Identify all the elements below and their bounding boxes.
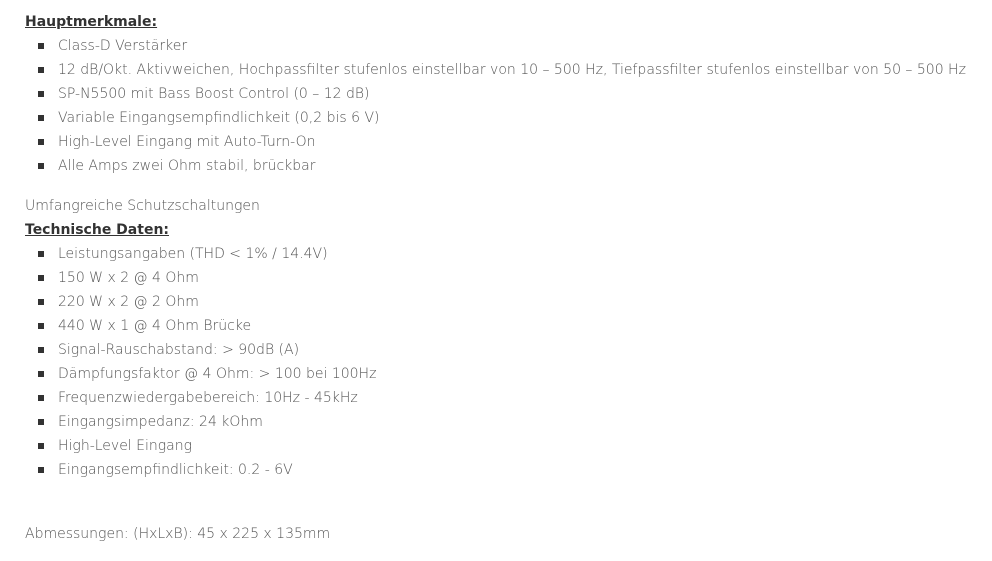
list-item [25, 338, 992, 362]
list-item-text: 440 W x 1 @ 4 Ohm Brücke [58, 318, 252, 334]
square-bullet-icon [38, 91, 44, 97]
square-bullet-icon [38, 163, 44, 169]
square-bullet-icon [38, 347, 44, 353]
list-item [25, 290, 992, 314]
main-features-list [25, 34, 992, 178]
square-bullet-icon [38, 115, 44, 121]
list-item-text: Dämpfungsfaktor @ 4 Ohm: > 100 bei 100Hz [58, 366, 377, 382]
list-item-text: Signal-Rauschabstand: > 90dB (A) [58, 342, 300, 358]
square-bullet-icon [38, 67, 44, 73]
square-bullet-icon [38, 371, 44, 377]
list-item [25, 154, 992, 178]
main-features-heading: Hauptmerkmale: [25, 14, 158, 30]
list-item [25, 386, 992, 410]
list-item-text: Leistungsangaben (THD < 1% / 14.4V) [58, 246, 328, 262]
square-bullet-icon [38, 323, 44, 329]
list-item-text: Eingangsempfindlichkeit: 0.2 - 6V [58, 462, 293, 478]
list-item [25, 410, 992, 434]
square-bullet-icon [38, 275, 44, 281]
technical-data-heading: Technische Daten: [25, 222, 170, 238]
square-bullet-icon [38, 419, 44, 425]
list-item [25, 434, 992, 458]
list-item [25, 458, 992, 482]
list-item [25, 362, 992, 386]
technical-data-list [25, 242, 992, 482]
list-item-text: Class-D Verstärker [58, 38, 188, 54]
list-item-text: SP-N5500 mit Bass Boost Control (0 – 12 dB) [58, 86, 370, 102]
list-item [25, 266, 992, 290]
spacer [25, 482, 992, 522]
list-item-text: Alle Amps zwei Ohm stabil, brückbar [58, 158, 316, 174]
square-bullet-icon [38, 443, 44, 449]
square-bullet-icon [38, 395, 44, 401]
spacer [25, 178, 992, 194]
list-item [25, 314, 992, 338]
list-item-text: 12 dB/Okt. Aktivweichen, Hochpassfilter stufenlos einstellbar von 10 – 500 Hz, Tiefpassfilter stufenlos einstellbar von 50 – 500 Hz [58, 62, 966, 78]
list-item [25, 82, 992, 106]
list-item-text: 220 W x 2 @ 2 Ohm [58, 294, 199, 310]
dimensions-text: Abmessungen: (HxLxB): 45 x 225 x 135mm [25, 526, 331, 542]
protection-text: Umfangreiche Schutzschaltungen [25, 198, 260, 214]
list-item-text: Variable Eingangsempfindlichkeit (0,2 bis 6 V) [58, 110, 380, 126]
list-item-text: 150 W x 2 @ 4 Ohm [58, 270, 199, 286]
list-item [25, 130, 992, 154]
list-item-text: High-Level Eingang [58, 438, 193, 454]
list-item-text: Eingangsimpedanz: 24 kOhm [58, 414, 263, 430]
list-item-text: High-Level Eingang mit Auto-Turn-On [58, 134, 316, 150]
square-bullet-icon [38, 43, 44, 49]
list-item [25, 34, 992, 58]
list-item [25, 242, 992, 266]
list-item [25, 106, 992, 130]
list-item-text: Frequenzwiedergabebereich: 10Hz - 45kHz [58, 390, 358, 406]
list-item [25, 58, 992, 82]
square-bullet-icon [38, 299, 44, 305]
square-bullet-icon [38, 467, 44, 473]
square-bullet-icon [38, 251, 44, 257]
square-bullet-icon [38, 139, 44, 145]
